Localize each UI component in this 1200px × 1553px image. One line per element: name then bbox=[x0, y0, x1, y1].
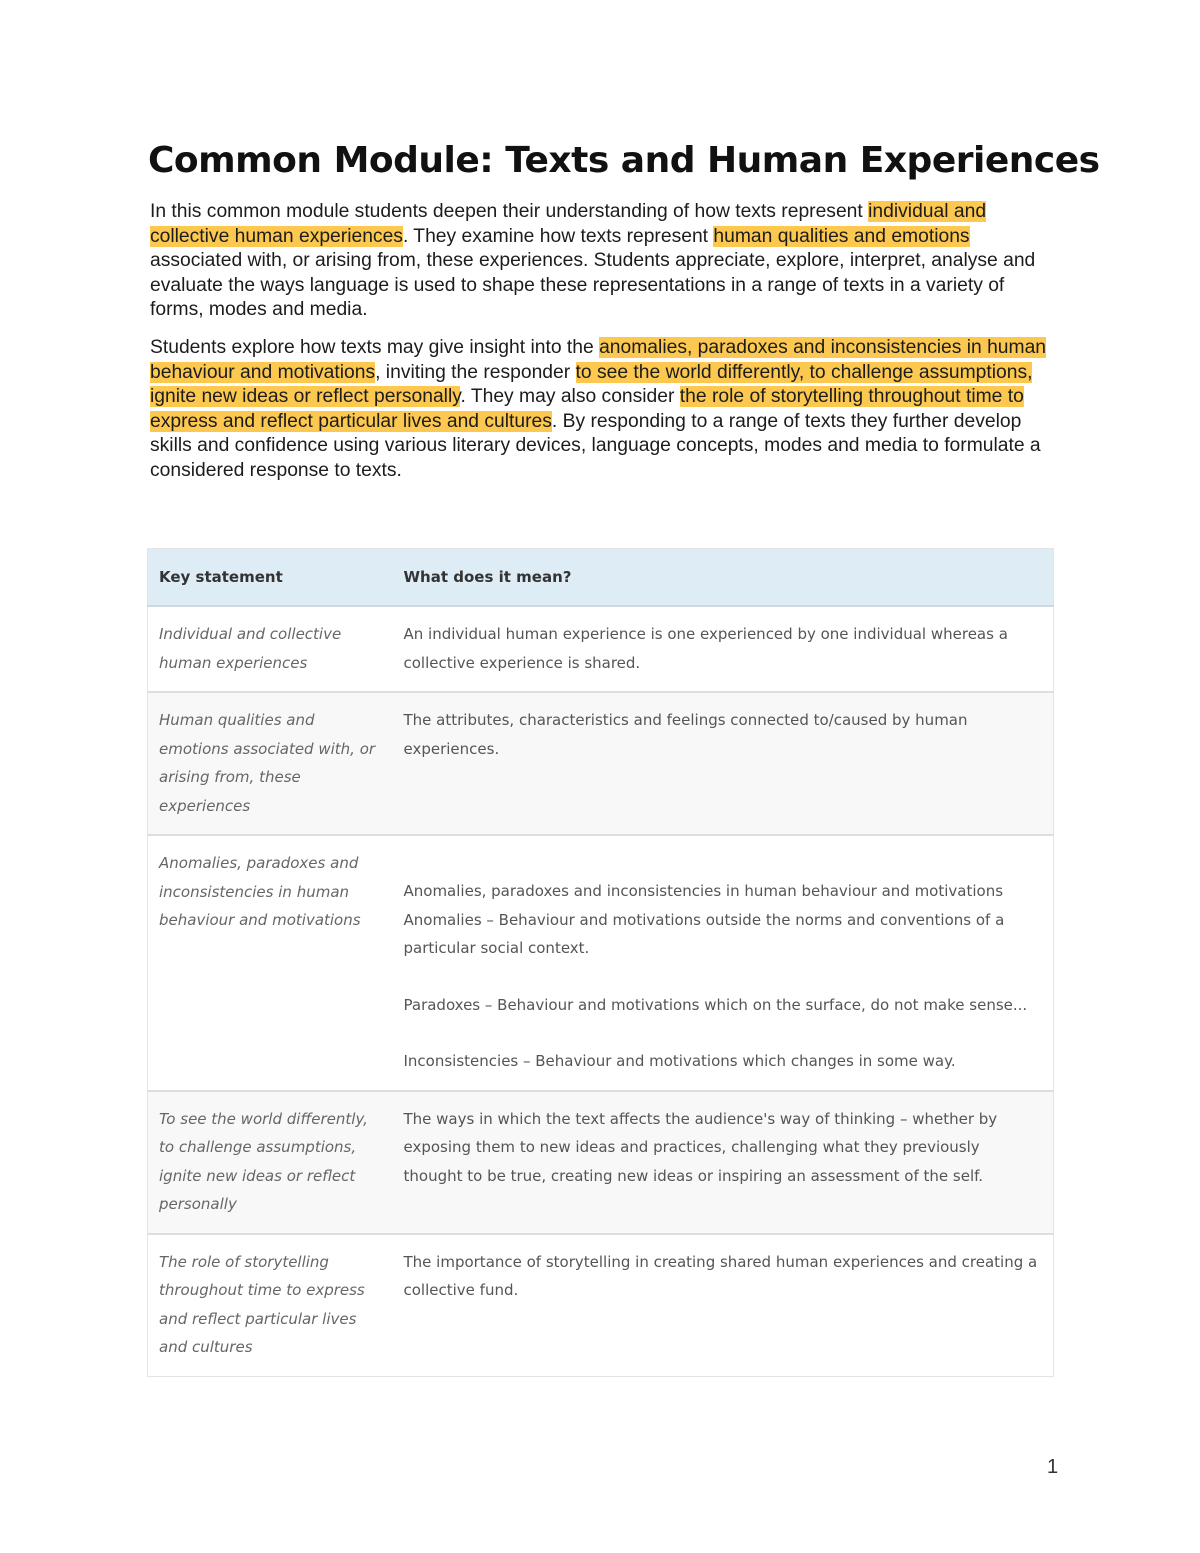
highlighted-text: human qualities and emotions bbox=[713, 225, 970, 247]
key-statement-cell: Individual and collective human experiences bbox=[148, 606, 393, 692]
page-number: 1 bbox=[1047, 1456, 1059, 1478]
text-span: associated with, or arising from, these experiences. Students appreciate, explore, interpret, analyse and evaluate the ways language is used to shape these representations in a range of texts in a variety of forms, modes and media. bbox=[150, 250, 1036, 321]
key-statement-cell: The role of storytelling throughout time to express and reflect particular lives and cultures bbox=[148, 1234, 393, 1377]
meaning-cell bbox=[393, 1091, 1054, 1234]
meaning-text: Anomalies, paradoxes and inconsistencies in human behaviour and motivations bbox=[403, 882, 1004, 900]
text-span: In this common module students deepen their understanding of how texts represent bbox=[150, 201, 869, 222]
table-row bbox=[148, 606, 1054, 692]
text-span: Students explore how texts may give insight into the bbox=[150, 337, 600, 358]
meaning-text: An individual human experience is one experienced by one individual whereas a collective experience is shared. bbox=[403, 625, 1008, 672]
header-key-statement: Key statement bbox=[148, 549, 393, 607]
meaning-cell bbox=[393, 692, 1054, 835]
highlighted-text: individual and collective human experiences bbox=[150, 201, 987, 247]
meaning-cell bbox=[393, 835, 1054, 1091]
highlighted-text: the role of storytelling throughout time to express and reflect particular lives and cultures bbox=[150, 386, 1024, 432]
key-statement-table bbox=[147, 548, 1054, 1377]
text-span: . They examine how texts represent bbox=[402, 225, 714, 247]
meaning-text: The attributes, characteristics and feelings connected to/caused by human experiences. bbox=[403, 711, 968, 758]
key-statement-cell: Human qualities and emotions associated with, or arising from, these experiences bbox=[148, 692, 393, 835]
text-span: , inviting the responder bbox=[375, 361, 576, 383]
intro-paragraph-1 bbox=[150, 200, 1055, 323]
table-row bbox=[148, 692, 1054, 835]
header-meaning: What does it mean? bbox=[393, 549, 1054, 607]
meaning-cell bbox=[393, 606, 1054, 692]
meaning-text: The ways in which the text affects the audience's way of thinking – whether by exposing them to new ideas and practices, challenging what they previously thought to be true, creating new ideas or inspiring an assessment of the self. bbox=[403, 1109, 998, 1185]
meaning-cell bbox=[393, 1234, 1054, 1377]
page-title: Common Module: Texts and Human Experiences bbox=[148, 140, 1100, 181]
text-span: . They may also consider bbox=[460, 386, 680, 408]
intro-paragraph-2 bbox=[150, 336, 1055, 484]
meaning-text: Anomalies – Behaviour and motivations outside the norms and conventions of a particular social context. bbox=[403, 910, 1005, 957]
highlighted-text: to see the world differently, to challenge assumptions, ignite new ideas or reflect personally bbox=[150, 361, 1033, 408]
text-span: . By responding to a range of texts they further develop skills and confidence using various literary devices, language concepts, modes and media to formulate a considered response to texts. bbox=[150, 410, 1041, 481]
table-row bbox=[148, 1091, 1054, 1234]
meaning-text: The importance of storytelling in creating shared human experiences and creating a collective fund. bbox=[403, 1252, 1038, 1299]
key-statement-cell: Anomalies, paradoxes and inconsistencies in human behaviour and motivations bbox=[148, 835, 393, 1091]
meaning-text: Paradoxes – Behaviour and motivations which on the surface, do not make sense... bbox=[403, 995, 1028, 1014]
key-statement-cell: To see the world differently, to challenge assumptions, ignite new ideas or reflect personally bbox=[148, 1091, 393, 1234]
table-row bbox=[148, 1234, 1054, 1377]
highlighted-text: anomalies, paradoxes and inconsistencies in human behaviour and motivations bbox=[150, 337, 1047, 383]
table-header-row bbox=[148, 549, 1054, 607]
meaning-text: Inconsistencies – Behaviour and motivations which changes in some way. bbox=[403, 1052, 956, 1070]
table-row bbox=[148, 835, 1054, 1091]
